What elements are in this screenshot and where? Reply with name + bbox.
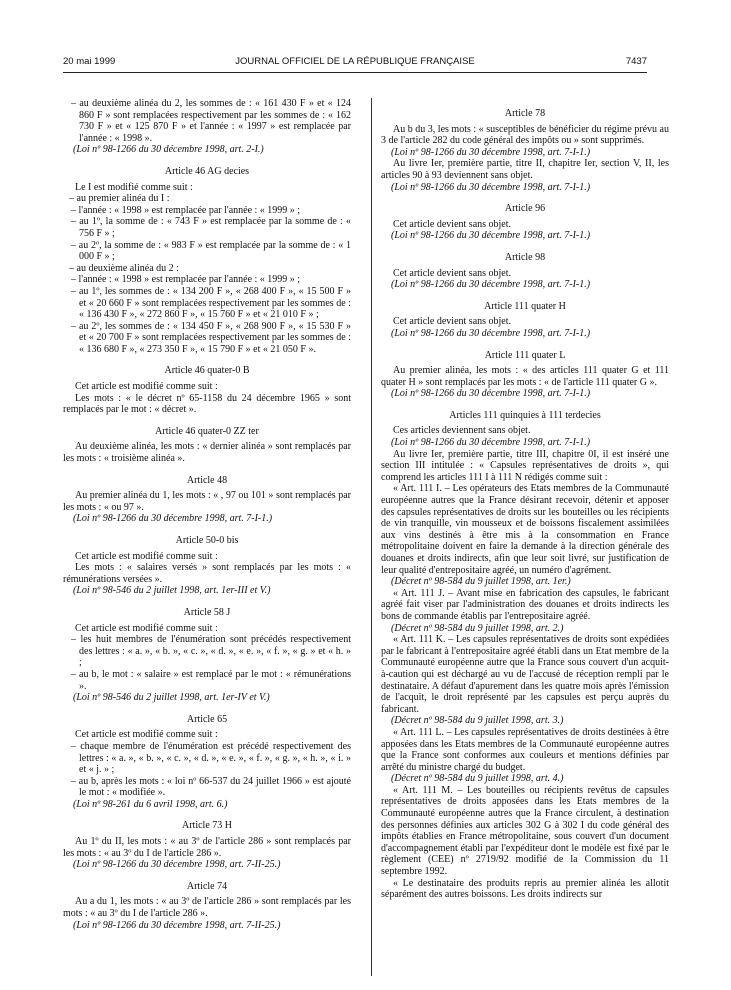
citation: (Loi nº 98-1266 du 30 décembre 1998, art. 7-I-1.): [391, 146, 591, 158]
paragraph: Cet article est modifié comme suit :: [75, 729, 218, 741]
paragraph: « Art. 111 M. – Les bouteilles ou récipients revêtus de capsules représentatives de droits apposées dans les Etats membres de la Communauté européenne autres que la France circulent, à destination des personnes définies aux articles 302 G à 302 I du code général des impôts établies en France métropolitaine, sous couvert d'un document d'accompagnement établi par l'expéditeur dont le modèle est fixé par le règlement (CEE) nº 2719/92 modifié de la Commission du 11 septembre 1992.: [381, 784, 669, 878]
paragraph: Au premier alinéa, les mots : « des articles 111 quater G et 111 quater H » sont remplacés par les mots : « de l'article 111 quater G ».: [381, 365, 669, 388]
citation: (Loi nº 98-1266 du 30 décembre 1998, art. 2-I.): [73, 144, 264, 156]
paragraph: « Art. 111 L. – Les capsules représentatives de droits destinées à être apposées dans les Etats membres de la Communauté européenne autres que la France sont conformes aux couleurs et mentions définies par arrêté du ministre chargé du budget.: [381, 726, 669, 773]
article-heading: Article 50-0 bis: [175, 535, 239, 546]
citation: (Loi nº 98-1266 du 30 décembre 1998, art. 7-I-1.): [391, 230, 591, 242]
citation: (Loi nº 98-1266 du 30 décembre 1998, art. 7-II-25.): [73, 859, 281, 871]
article-heading: Article 65: [186, 713, 228, 725]
paragraph: « Art. 111 I. – Les opérateurs des Etats membres de la Communauté européenne autres que la France désirant recevoir, détenir et apposer des capsules représentatives de droits sur les bouteilles ou les récipients de vin tranquille, vin mousseux et de boissons fiscalement assimilées aux vins destinés à être mis à la consommation en France métropolitaine doivent en faire la demande à la direction générale des douanes et droits indirects, afin que leur soit livré, sur justification de leur qualité d'entrepositaire agréé, un numéro d'agrément.: [381, 483, 669, 576]
list-item: – au deuxième alinéa du 2, les sommes de : « 161 430 F » et « 124 860 F » sont remplacées respectivement par les sommes de : « 162 730 F » et « 125 870 F » et l'année : « 1997 » est remplacée par l'année : « 1998 ».: [71, 98, 351, 144]
page-number: 7437: [625, 56, 647, 67]
paragraph: Au 1º du II, les mots : « au 3º de l'article 286 » sont remplacés par les mots : « au 3º du I de l'article 286 ».: [63, 836, 351, 859]
citation: (Loi nº 98-1266 du 30 décembre 1998, art. 7-I-1.): [391, 327, 591, 339]
article-heading: Article 96: [504, 203, 546, 215]
page-header: [63, 56, 647, 70]
article-heading: Article 74: [186, 880, 228, 892]
paragraph: Au premier alinéa du 1, les mots : « , 97 ou 101 » sont remplacés par les mots : « ou 97 ».: [63, 490, 351, 513]
left-column: [63, 98, 351, 982]
article-heading: Article 98: [504, 251, 546, 263]
article-heading: Article 111 quater H: [484, 300, 566, 312]
paragraph: « Art. 111 J. – Avant mise en fabrication des capsules, le fabricant agréé fait viser par l'administration des douanes et droits indirects les bons de commande établis par l'entrepositaire agréé.: [381, 587, 669, 622]
list-item: – au premier alinéa du I :: [69, 193, 170, 205]
list-item: – au deuxième alinéa du 2 :: [69, 262, 179, 274]
list-item: – au 2º, la somme de : « 983 F » est remplacée par la somme de : « 1 000 F » ;: [71, 239, 351, 263]
paragraph: Au a du 1, les mots : « au 3º de l'article 286 » sont remplacés par les mots : « au 3º du I de l'article 286 ».: [63, 896, 351, 920]
article-heading: Article 111 quater L: [484, 349, 566, 361]
paragraph: Au b du 3, les mots : « susceptibles de bénéficier du régime prévu au 3 de l'article 282 du code général des impôts ou » sont supprimés.: [381, 123, 669, 147]
citation: (Loi nº 98-261 du 6 avril 1998, art. 6.): [73, 798, 228, 810]
citation: (Décret nº 98-584 du 9 juillet 1998, art. 3.): [391, 715, 564, 727]
paragraph: Cet article devient sans objet.: [393, 218, 512, 230]
citation: (Loi nº 98-1266 du 30 décembre 1998, art. 7-I-1.): [391, 437, 591, 449]
list-item: – au b, après les mots : « loi nº 66-537 du 24 juillet 1966 » est ajouté le mot : « modifiée ».: [71, 775, 351, 799]
citation: (Loi nº 98-546 du 2 juillet 1998, art. 1er-III et V.): [73, 585, 271, 597]
citation: (Loi nº 98-1266 du 30 décembre 1998, art. 7-I-1.): [391, 388, 591, 400]
paragraph: Les mots : « salaires versés » sont remplacés par les mots : « rémunérations versées ».: [63, 562, 351, 585]
citation: (Décret nº 98-584 du 9 juillet 1998, art. 1er.): [391, 576, 571, 588]
article-heading: Article 46 AG decies: [164, 165, 250, 177]
article-heading: Article 58 J: [183, 606, 231, 618]
citation: (Loi nº 98-1266 du 30 décembre 1998, art. 7-I-1.): [391, 181, 591, 193]
citation: (Loi nº 98-1266 du 30 décembre 1998, art. 7-I-1.): [73, 513, 273, 525]
list-item: – au 2º, les sommes de : « 134 450 F », « 268 900 F », « 15 530 F » et « 20 700 F » sont remplacées respectivement par les sommes de : « 136 680 F », « 273 350 F », « 15 790 F » et « 21 050 F ».: [71, 320, 351, 355]
paragraph: Cet article est modifié comme suit :: [75, 550, 218, 562]
header-title: JOURNAL OFFICIEL DE LA RÉPUBLIQUE FRANÇAISE: [235, 56, 475, 67]
article-heading: Article 78: [504, 108, 546, 119]
right-column: [381, 98, 669, 982]
paragraph: Les mots : « le décret nº 65-1158 du 24 décembre 1965 » sont remplacés par le mot : « décret ».: [63, 392, 351, 416]
list-item: – l'année : « 1998 » est remplacée par l'année : « 1999 » ;: [71, 204, 301, 216]
citation: (Loi nº 98-1266 du 30 décembre 1998, art. 7-I-1.): [391, 279, 591, 291]
article-heading: Article 73 H: [182, 820, 232, 832]
paragraph: Le I est modifié comme suit :: [75, 181, 193, 193]
paragraph: Cet article devient sans objet.: [393, 267, 512, 279]
list-item: – chaque membre de l'énumération est précédé respectivement des lettres : « a. », « b. », « c. », « d. », « e. », « f. », « g. », « h. », « i. » et « j. » ;: [71, 740, 351, 776]
citation: (Décret nº 98-584 du 9 juillet 1998, art. 4.): [391, 773, 564, 785]
citation: (Loi nº 98-546 du 2 juillet 1998, art. 1er-IV et V.): [73, 692, 270, 704]
list-item: – l'année : « 1998 » est remplacée par l'année : « 1999 » ;: [71, 274, 301, 286]
article-heading: Article 46 quater-0 B: [164, 365, 250, 377]
header-rule: [63, 72, 647, 73]
paragraph: Au livre Ier, première partie, titre III, chapitre 0I, il est inséré une section III intitulée : « Capsules représentatives de droits », qui comprend les articles 111 I à 111 N rédigés comme suit :: [381, 448, 669, 483]
paragraph: « Le destinataire des produits repris au premier alinéa les allotit séparément des autres boissons. Les droits indirects sur: [381, 877, 669, 901]
paragraph: Ces articles deviennent sans objet.: [393, 425, 531, 437]
list-item: – au 1º, la somme de : « 743 F » est remplacée par la somme de : « 756 F » ;: [71, 216, 351, 239]
article-heading: Article 48: [186, 474, 228, 486]
list-item: – les huit membres de l'énumération sont précédés respectivement des lettres : « a. », « b. », « c. », « d. », « e. », « f. », « g. » et « h. » ;: [71, 634, 351, 669]
paragraph: « Art. 111 K. – Les capsules représentatives de droits sont expédiées par le fabricant à l'entrepositaire agréé établi dans un Etat membre de la Communauté européenne autre que la France sous couvert d'un acquit-à-caution qui est déchargé au vu de l'accusé de réception rempli par le destinataire. A défaut d'apurement dans les quatre mois après l'émission de l'acquit, le droit représenté par les capsules est perçu auprès du fabricant.: [381, 634, 669, 715]
paragraph: Cet article est modifié comme suit :: [75, 622, 218, 634]
paragraph: Cet article devient sans objet.: [393, 316, 512, 328]
citation: (Décret nº 98-584 du 9 juillet 1998, art. 2.): [391, 622, 564, 634]
list-item: – au 1º, les sommes de : « 134 200 F », « 268 400 F », « 15 500 F » et « 20 660 F » sont remplacées respectivement par les sommes de : « 136 430 F », « 272 860 F », « 15 760 F » et « 21 010 F » ;: [71, 285, 351, 321]
paragraph: Au livre Ier, première partie, titre II, chapitre Ier, section V, II, les articles 90 à 93 deviennent sans objet.: [381, 158, 669, 181]
header-date: 20 mai 1999: [63, 56, 116, 67]
column-divider: [371, 98, 372, 976]
citation: (Loi nº 98-1266 du 30 décembre 1998, art. 7-II-25.): [73, 919, 281, 931]
article-heading: Article 46 quater-0 ZZ ter: [155, 425, 259, 437]
paragraph: Cet article est modifié comme suit :: [75, 381, 218, 393]
article-heading: Articles 111 quinquies à 111 terdecies: [449, 409, 601, 421]
list-item: – au b, le mot : « salaire » est remplacé par le mot : « rémunérations ».: [71, 668, 351, 692]
paragraph: Au deuxième alinéa, les mots : « dernier alinéa » sont remplacés par les mots : « troisième alinéa ».: [63, 441, 351, 465]
